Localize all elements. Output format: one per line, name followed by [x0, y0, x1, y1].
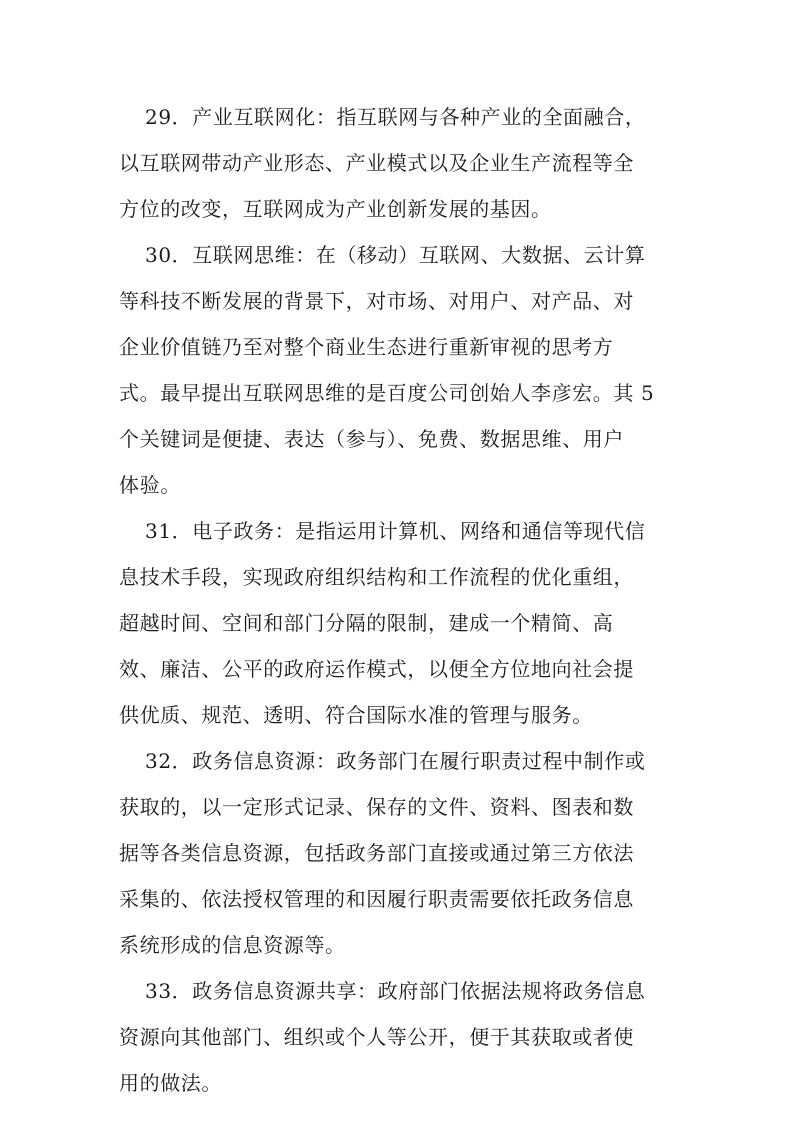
- paragraph-line: 33．政务信息资源共享：政府部门依据法规将政务信息: [145, 979, 646, 1003]
- paragraph-30: [119, 232, 674, 508]
- paragraph-line: 系统形成的信息资源等。: [119, 933, 346, 957]
- paragraph-line: 30．互联网思维：在（移动）互联网、大数据、云计算: [145, 243, 646, 267]
- paragraph-line: 供优质、规范、透明、符合国际水准的管理与服务。: [119, 703, 593, 727]
- paragraph-line: 方位的改变，互联网成为产业创新发展的基因。: [119, 197, 552, 221]
- paragraph-line: 式。最早提出互联网思维的是百度公司创始人李彦宏。其 5: [119, 381, 655, 405]
- paragraph-line: 32．政务信息资源：政务部门在履行职责过程中制作或: [145, 749, 646, 773]
- paragraph-line: 企业价值链乃至对整个商业生态进行重新审视的思考方: [119, 335, 614, 359]
- paragraph-29: [119, 94, 674, 232]
- paragraph-32: [119, 738, 674, 968]
- paragraph-line: 超越时间、空间和部门分隔的限制，建成一个精简、高: [119, 611, 614, 635]
- paragraph-line: 效、廉洁、公平的政府运作模式，以便全方位地向社会提: [119, 657, 634, 681]
- paragraph-line: 体验。: [119, 473, 181, 497]
- paragraph-31: [119, 508, 674, 738]
- paragraph-line: 以互联网带动产业形态、产业模式以及企业生产流程等全: [119, 151, 634, 175]
- paragraph-line: 等科技不断发展的背景下，对市场、对用户、对产品、对: [119, 289, 634, 313]
- paragraph-line: 用的做法。: [119, 1071, 222, 1095]
- paragraph-line: 资源向其他部门、组织或个人等公开，便于其获取或者使: [119, 1025, 634, 1049]
- paragraph-line: 采集的、依法授权管理的和因履行职责需要依托政务信息: [119, 887, 634, 911]
- paragraph-line: 获取的，以一定形式记录、保存的文件、资料、图表和数: [119, 795, 634, 819]
- paragraph-line: 31．电子政务：是指运用计算机、网络和通信等现代信: [145, 519, 646, 543]
- paragraph-line: 息技术手段，实现政府组织结构和工作流程的优化重组，: [119, 565, 634, 589]
- paragraph-line: 29．产业互联网化：指互联网与各种产业的全面融合，: [145, 105, 646, 129]
- paragraph-line: 据等各类信息资源，包括政务部门直接或通过第三方依法: [119, 841, 634, 865]
- document-body: [119, 94, 674, 1106]
- paragraph-line: 个关键词是便捷、表达（参与）、免费、数据思维、用户: [119, 427, 624, 451]
- paragraph-33: [119, 968, 674, 1106]
